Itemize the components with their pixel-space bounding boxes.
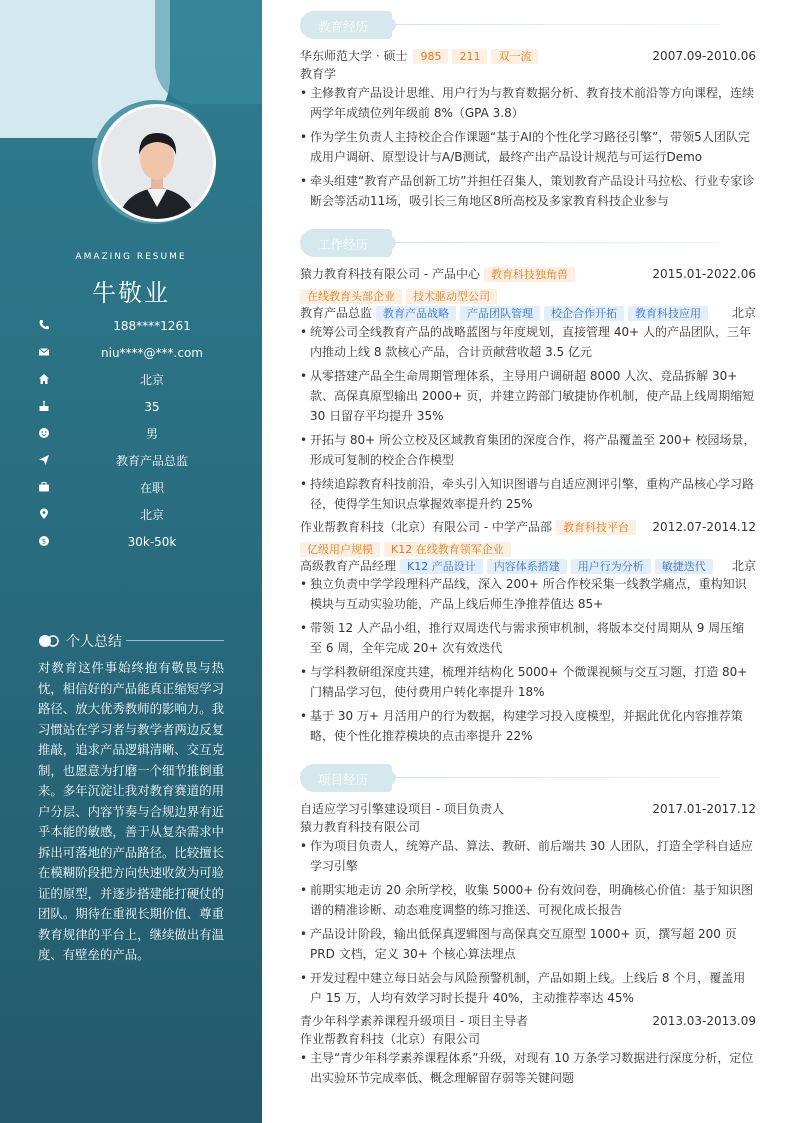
list-item: • 主导“青少年科学素养课程体系”升级，对现有 10 万条学习数据进行深度分析，定位出实验环节完成率低、概念理解留存弱等关键问题 xyxy=(300,1048,756,1088)
section-title: 项目经历 xyxy=(318,772,369,787)
list-item: • 牵头组建“教育产品创新工坊”并担任召集人，策划教育产品设计马拉松、行业专家诊断会等活动11场，吸引长三角地区8所高校及多家教育科技企业参与 xyxy=(300,171,756,211)
section-header-work xyxy=(300,229,720,257)
section-header-projects xyxy=(300,764,720,792)
target-icon xyxy=(38,454,50,466)
list-item: • 主修教育产品设计思维、用户行为与教育数据分析、教育技术前沿等方向课程，连续两学年成绩位列年级前 8%（GPA 3.8） xyxy=(300,83,756,123)
tag: 双一流 xyxy=(491,49,538,64)
education-school-row xyxy=(300,47,756,65)
tag: 教育科技应用 xyxy=(628,306,708,321)
section-title: 教育经历 xyxy=(318,19,369,34)
tag: 产品团队管理 xyxy=(460,306,540,321)
date: 2013.03-2013.09 xyxy=(652,1014,756,1028)
tag: 内容体系搭建 xyxy=(487,559,567,574)
list-item: • 从零搭建产品全生命周期管理体系，主导用户调研超 8000 人次、竞品拆解 30+ 款、高保真原型输出 2000+ 页，并建立跨部门敏捷协作机制，使产品上线周期缩短 30 日留存平均提升 35% xyxy=(300,366,756,426)
decorative-shape xyxy=(155,0,262,104)
info-email: niu****@***.com xyxy=(36,344,236,362)
project-org: 作业帮教育科技（北京）有限公司 xyxy=(300,1032,481,1046)
tag: K12 产品设计 xyxy=(400,559,483,574)
list-item: • 前期实地走访 20 余所学校，收集 5000+ 份有效问卷，明确核心价值：基于知识图谱的精准诊断、动态难度调整的练习推送、可视化成长报告 xyxy=(300,880,756,920)
city: 北京 xyxy=(731,306,756,320)
project-name: 自适应学习引擎建设项目 - 项目负责人 xyxy=(300,802,504,816)
project-header xyxy=(300,1012,756,1030)
date: 2012.07-2014.12 xyxy=(652,520,756,534)
avatar xyxy=(98,104,216,222)
salary-icon xyxy=(38,535,50,547)
info-home: 北京 xyxy=(36,371,236,389)
cake-icon xyxy=(38,400,50,412)
home-icon xyxy=(38,373,50,385)
tag: 用户行为分析 xyxy=(571,559,651,574)
list-item: • 统筹公司全线教育产品的战略蓝图与年度规划，直接管理 40+ 人的产品团队，三年内推动上线 8 款核心产品，合计贡献营收超 3.5 亿元 xyxy=(300,322,756,362)
role-title: 教育产品总监 xyxy=(300,306,373,320)
list-item: • 基于 30 万+ 月活用户的行为数据，构建学习投入度模型，并据此优化内容推荐策略，使个性化推荐模块的点击率提升 22% xyxy=(300,706,756,746)
tag: 教育科技独角兽 xyxy=(484,267,575,282)
info-phone: 188****1261 xyxy=(36,317,236,335)
list-item: • 开拓与 80+ 所公立校及区域教育集团的深度合作，将产品覆盖至 200+ 校园场景，形成可复制的校企合作模型 xyxy=(300,430,756,470)
tag: 在线教育头部企业 xyxy=(300,289,402,304)
candidate-name: 牛敬业 xyxy=(92,279,170,307)
toggle-icon xyxy=(38,634,60,648)
info-target-position: 教育产品总监 xyxy=(36,452,236,470)
tag: 教育科技平台 xyxy=(556,520,636,535)
role-row xyxy=(300,557,756,575)
city: 北京 xyxy=(731,559,756,573)
summary-text: 对教育这件事始终抱有敬畏与热忱，相信好的产品能真正缩短学习路径、放大优秀教师的影响力。我习惯站在学习者与教学者两边反复推敲，追求产品逻辑清晰、交互克制，也愿意为打磨一个细节推倒重来。多年沉淀让我对教育赛道的用户分层、内容节奏与合规边界有近乎本能的敏感，善于从复杂需求中拆出可落地的产品路径。比较擅长在模糊阶段把方向快速收敛为可验证的原型，并逐步搭建能打硬仗的团队。期待在重视长期价值、尊重教育规律的平台上，继续做出有温度、有壁垒的产品。 xyxy=(38,660,224,962)
job-header xyxy=(300,265,756,283)
role-title: 高级教育产品经理 xyxy=(300,559,397,573)
tag: 敏捷迭代 xyxy=(655,559,713,574)
divider xyxy=(126,640,224,641)
role-row xyxy=(300,304,756,322)
list-item: • 作为学生负责人主持校企合作课题“基于AI的个性化学习路径引擎”，带领5人团队完成用户调研、原型设计与A/B测试，最终产出产品设计规范与可运行Demo xyxy=(300,127,756,167)
location-icon xyxy=(38,508,50,520)
info-gender: 男 xyxy=(36,425,236,443)
tag: 校企合作开拓 xyxy=(544,306,624,321)
company-name: 作业帮教育科技（北京）有限公司 - 中学产品部 xyxy=(300,520,552,534)
list-item: • 产品设计阶段，输出低保真逻辑图与高保真交互原型 1000+ 页，撰写超 200 页 PRD 文档，定义 30+ 个核心算法埋点 xyxy=(300,924,756,964)
summary-header xyxy=(38,631,226,651)
info-age: 35 xyxy=(36,398,236,416)
date: 2015.01-2022.06 xyxy=(652,267,756,281)
info-location: 北京 xyxy=(36,506,236,524)
job-header xyxy=(300,518,756,536)
section-header-education xyxy=(300,11,720,39)
list-item: • 独立负责中学学段理科产品线，深入 200+ 所合作校采集一线教学痛点，重构知识模块与互动实验功能，产品上线后师生净推荐值达 85+ xyxy=(300,574,756,614)
project-org: 猿力教育科技有限公司 xyxy=(300,820,421,834)
summary-title: 个人总结 xyxy=(66,634,122,650)
school-name: 华东师范大学 · 硕士 xyxy=(300,49,408,63)
phone-icon xyxy=(38,319,50,331)
section-title: 工作经历 xyxy=(318,237,369,252)
email-icon xyxy=(38,346,50,358)
resume-eyebrow: AMAZING RESUME xyxy=(75,252,187,262)
tag: K12 在线教育领军企业 xyxy=(384,542,511,557)
info-salary: $ 30k-50k xyxy=(36,533,236,551)
tag: 211 xyxy=(452,49,487,64)
company-tags xyxy=(300,540,756,558)
project-name: 青少年科学素养课程升级项目 - 项目主导者 xyxy=(300,1014,528,1028)
project-header xyxy=(300,800,756,818)
major: 教育学 xyxy=(300,67,337,81)
list-item: • 开发过程中建立每日站会与风险预警机制，产品如期上线。上线后 8 个月，覆盖用户 15 万，人均有效学习时长提升 40%，主动推荐率达 45% xyxy=(300,968,756,1008)
list-item: • 持续追踪教育科技前沿，牵头引入知识图谱与自适应测评引擎，重构产品核心学习路径，使得学生知识点掌握效率提升约 25% xyxy=(300,474,756,514)
sidebar xyxy=(0,0,262,1123)
tag: 教育产品战略 xyxy=(376,306,456,321)
tag: 985 xyxy=(413,49,448,64)
svg-text:$: $ xyxy=(41,537,47,546)
list-item: • 与学科教研组深度共建，梳理并结构化 5000+ 个微课视频与交互习题，打造 80+ 门精品学习包，使付费用户转化率提升 18% xyxy=(300,662,756,702)
gender-icon xyxy=(38,427,50,439)
company-tags xyxy=(300,287,756,305)
date: 2017.01-2017.12 xyxy=(652,802,756,816)
briefcase-icon xyxy=(38,481,50,493)
list-item: • 作为项目负责人，统筹产品、算法、教研、前后端共 30 人团队，打造全学科自适应学习引擎 xyxy=(300,836,756,876)
list-item: • 带领 12 人产品小组，推行双周迭代与需求预审机制，将版本交付周期从 9 周压缩至 6 周，全年完成 20+ 次有效迭代 xyxy=(300,618,756,658)
tag: 技术驱动型公司 xyxy=(406,289,497,304)
company-name: 猿力教育科技有限公司 - 产品中心 xyxy=(300,267,480,281)
tag: 亿级用户规模 xyxy=(300,542,380,557)
info-status: 在职 xyxy=(36,479,236,497)
date: 2007.09-2010.06 xyxy=(652,49,756,63)
